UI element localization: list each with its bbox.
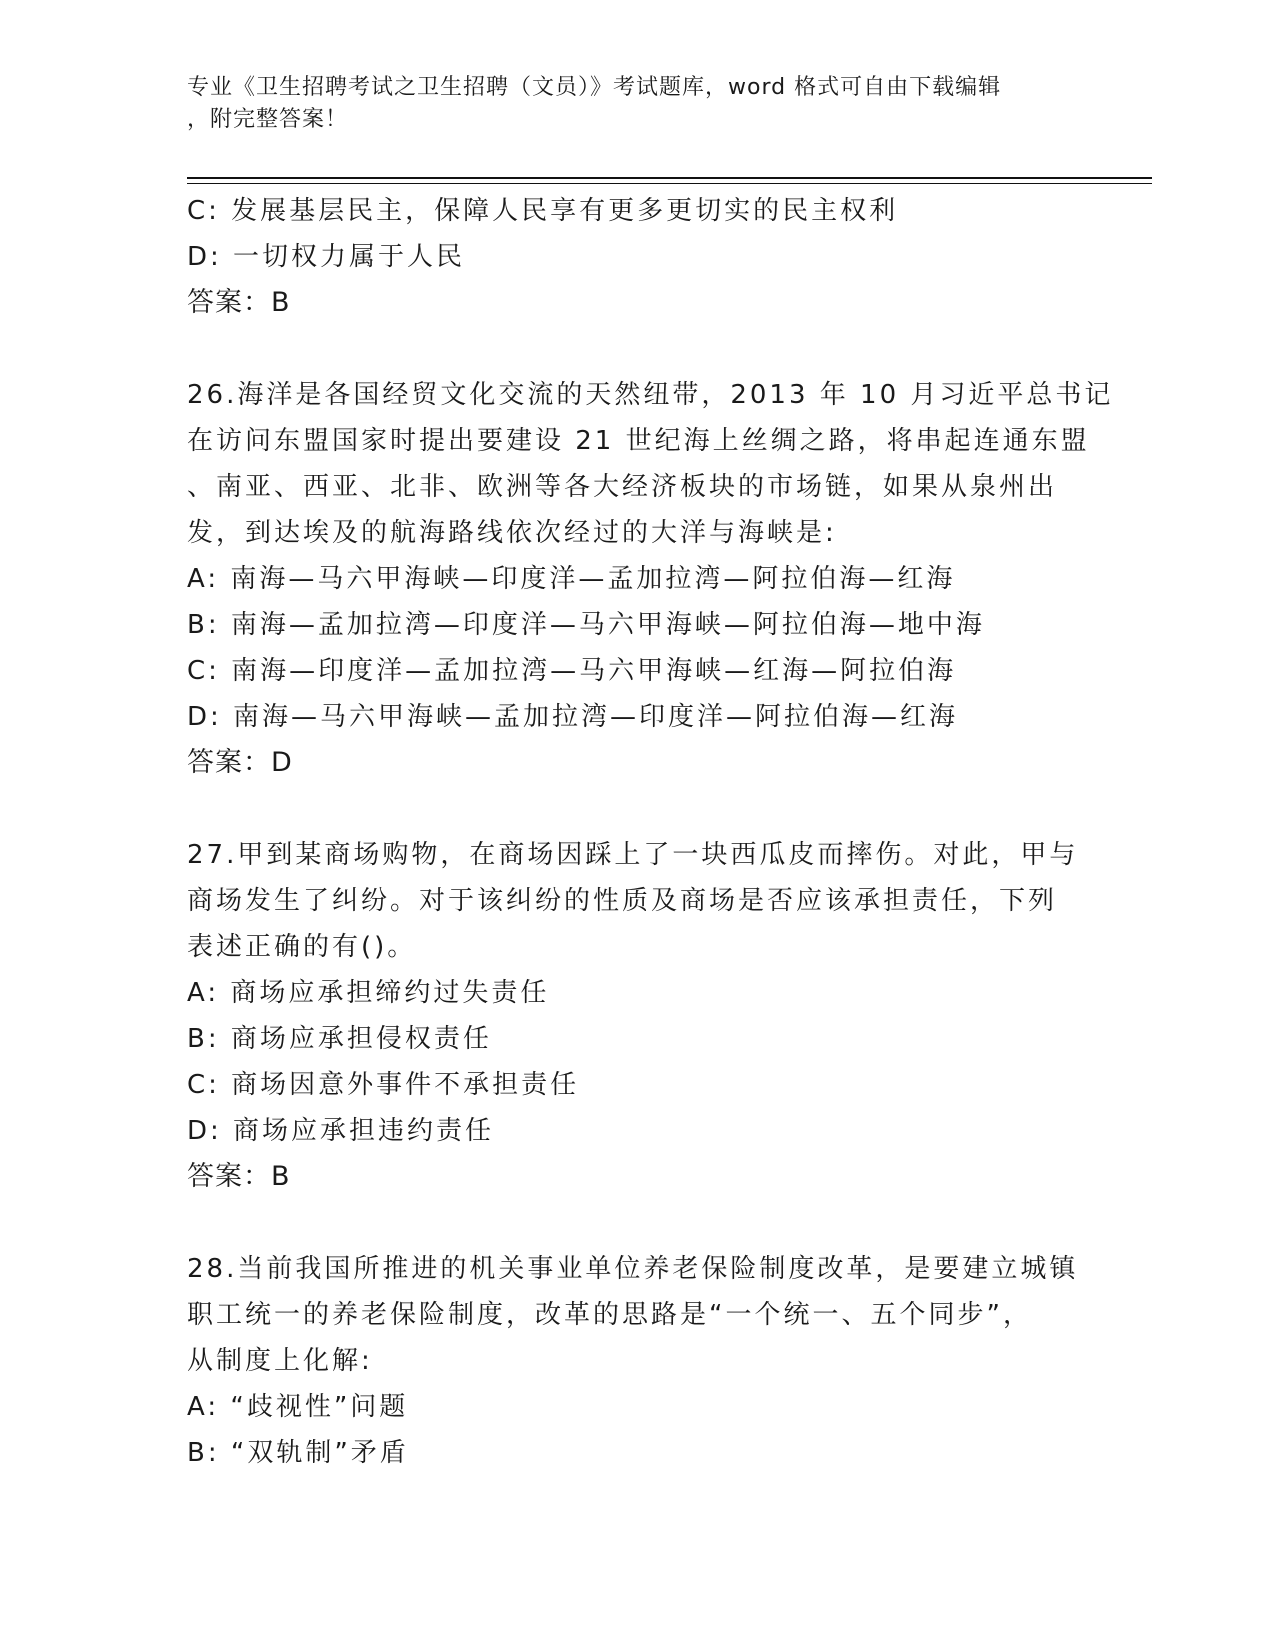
option-b: B: “双轨制”矛盾 xyxy=(187,1438,409,1468)
option-b: B: 商场应承担侵权责任 xyxy=(187,1024,492,1054)
question-content xyxy=(187,188,1114,1476)
question-27 xyxy=(187,832,1077,1200)
header-divider xyxy=(187,177,1152,179)
spacer xyxy=(187,326,1077,372)
option-a: A: “歧视性”问题 xyxy=(187,1392,409,1422)
option-a: A: 南海—马六甲海峡—印度洋—孟加拉湾—阿拉伯海—红海 xyxy=(187,564,956,594)
option-d: D: 南海—马六甲海峡—孟加拉湾—印度洋—阿拉伯海—红海 xyxy=(187,702,959,732)
answer-line: 答案：D xyxy=(187,747,293,778)
question-stem-line: 从制度上化解: xyxy=(187,1346,373,1376)
header-line: ，附完整答案！ xyxy=(187,107,349,132)
question-stem-line: 、南亚、西亚、北非、欧洲等各大经济板块的市场链，如果从泉州出 xyxy=(187,472,1058,502)
page-header xyxy=(187,72,1067,136)
spacer xyxy=(187,1200,1077,1246)
question-stem-line: 27.甲到某商场购物，在商场因踩上了一块西瓜皮而摔伤。对此，甲与 xyxy=(187,840,1079,870)
question-stem-line: 表述正确的有()。 xyxy=(187,932,417,962)
option-b: B: 南海—孟加拉湾—印度洋—马六甲海峡—阿拉伯海—地中海 xyxy=(187,610,985,640)
header-line: 专业《卫生招聘考试之卫生招聘（文员）》考试题库，word 格式可自由下载编辑 xyxy=(187,75,1002,100)
option-c: C: 发展基层民主，保障人民享有更多更切实的民主权利 xyxy=(187,196,899,226)
spacer xyxy=(187,786,1077,832)
question-stem-line: 发，到达埃及的航海路线依次经过的大洋与海峡是: xyxy=(187,518,837,548)
answer-line: 答案：B xyxy=(187,1161,291,1192)
previous-question-tail xyxy=(187,188,1077,326)
question-stem-line: 商场发生了纠纷。对于该纠纷的性质及商场是否应该承担责任，下列 xyxy=(187,886,1058,916)
header-divider-thin xyxy=(187,183,1152,184)
question-stem-line: 在访问东盟国家时提出要建设 21 世纪海上丝绸之路，将串起连通东盟 xyxy=(187,426,1090,456)
answer-line: 答案：B xyxy=(187,287,291,318)
option-a: A: 商场应承担缔约过失责任 xyxy=(187,978,550,1008)
question-28 xyxy=(187,1246,1077,1476)
option-d: D: 商场应承担违约责任 xyxy=(187,1116,495,1146)
option-c: C: 南海—印度洋—孟加拉湾—马六甲海峡—红海—阿拉伯海 xyxy=(187,656,957,686)
option-c: C: 商场因意外事件不承担责任 xyxy=(187,1070,580,1100)
option-d: D: 一切权力属于人民 xyxy=(187,242,466,272)
question-26 xyxy=(187,372,1114,786)
question-stem-line: 26.海洋是各国经贸文化交流的天然纽带，2013 年 10 月习近平总书记 xyxy=(187,380,1114,410)
question-stem-line: 职工统一的养老保险制度，改革的思路是“一个统一、五个同步”， xyxy=(187,1300,1032,1330)
question-stem-line: 28.当前我国所推进的机关事业单位养老保险制度改革，是要建立城镇 xyxy=(187,1254,1079,1284)
